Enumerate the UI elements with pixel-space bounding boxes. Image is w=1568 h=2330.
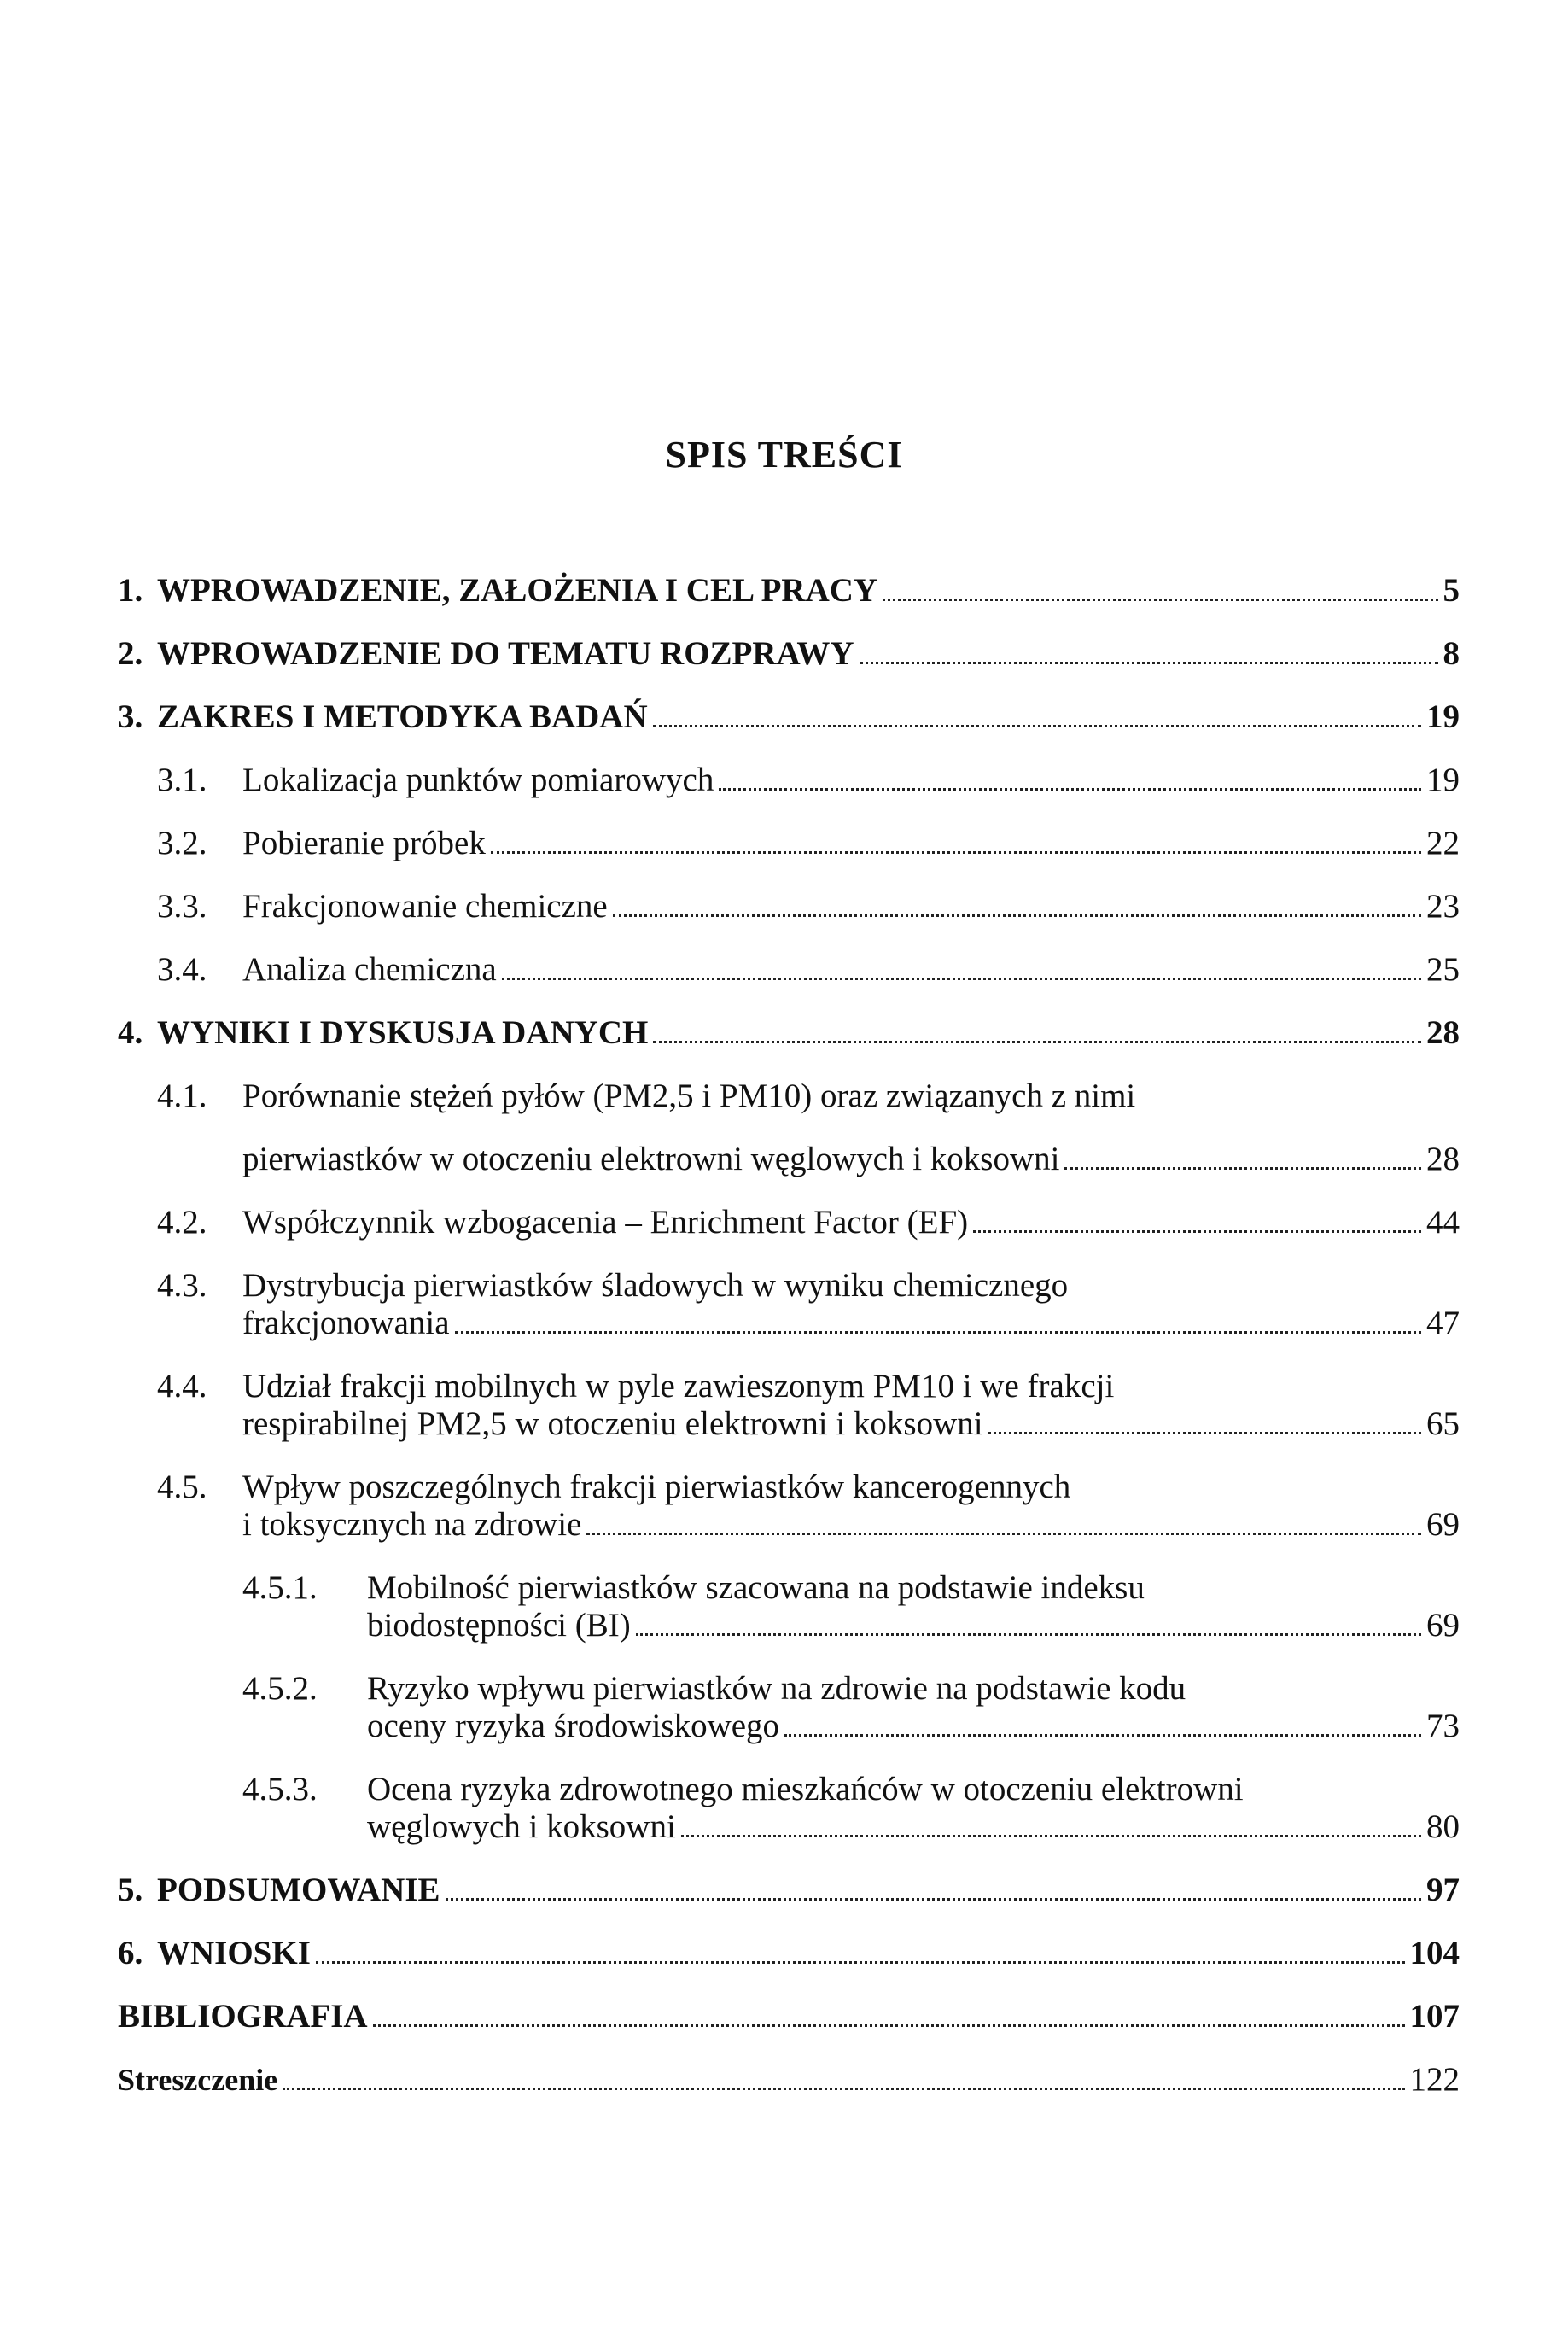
toc-entry-title: pierwiastków w otoczeniu elektrowni węglowych i koksowni bbox=[242, 1141, 1060, 1177]
toc-entry-1 bbox=[118, 572, 1460, 610]
dot-leader bbox=[636, 1623, 1421, 1636]
toc-entry-title: respirabilnej PM2,5 w otoczeniu elektrowni i koksowni bbox=[242, 1405, 983, 1442]
toc-entry-page: 5 bbox=[1443, 572, 1460, 609]
toc-entry-page: 19 bbox=[1426, 762, 1460, 798]
toc-entry-number: 4.4. bbox=[157, 1368, 207, 1404]
toc-entry-title: frakcjonowania bbox=[242, 1305, 450, 1341]
toc-entry-title: Współczynnik wzbogacenia – Enrichment Factor (EF) bbox=[242, 1204, 969, 1241]
dot-leader bbox=[988, 1422, 1421, 1434]
toc-entry-title: Frakcjonowanie chemiczne bbox=[242, 888, 608, 925]
dot-leader bbox=[1064, 1157, 1421, 1170]
dot-leader bbox=[973, 1220, 1421, 1233]
toc-entry-4-1 bbox=[118, 1077, 1460, 1178]
toc-entry-title: Pobieranie próbek bbox=[242, 825, 486, 861]
dot-leader bbox=[784, 1724, 1421, 1737]
toc-entry-title: Streszczenie bbox=[118, 2063, 278, 2097]
toc-entry-page: 47 bbox=[1426, 1305, 1460, 1341]
toc-entry-title: ZAKRES I METODYKA BADAŃ bbox=[157, 698, 648, 735]
toc-entry-title: węglowych i koksowni bbox=[367, 1808, 676, 1845]
toc-entry-title: BIBLIOGRAFIA bbox=[118, 1998, 368, 2035]
toc-entry-4 bbox=[118, 1014, 1460, 1052]
toc-entry-4-5 bbox=[118, 1469, 1460, 1544]
toc-entry-number: 3.4. bbox=[157, 951, 207, 988]
toc-entry-3-4 bbox=[118, 951, 1460, 989]
toc-entry-2 bbox=[118, 635, 1460, 673]
toc-entry-3-1 bbox=[118, 762, 1460, 799]
toc-entry-4-3 bbox=[118, 1267, 1460, 1342]
toc-entry-4-5-1 bbox=[118, 1569, 1460, 1644]
toc-entry-title: WYNIKI I DYSKUSJA DANYCH bbox=[157, 1014, 649, 1051]
toc-entry-title: WPROWADZENIE DO TEMATU ROZPRAWY bbox=[157, 635, 854, 672]
dot-leader bbox=[446, 1888, 1421, 1901]
toc-entry-title-first-line: Wpływ poszczególnych frakcji pierwiastków kancerogennych bbox=[242, 1469, 1071, 1505]
toc-entry-page: 44 bbox=[1426, 1204, 1460, 1241]
dot-leader bbox=[653, 1031, 1421, 1043]
toc-entry-page: 28 bbox=[1426, 1141, 1460, 1177]
dot-leader bbox=[502, 967, 1421, 980]
toc-entry-streszczenie bbox=[118, 2061, 1460, 2099]
toc-entry-number: 3.3. bbox=[157, 888, 207, 925]
toc-entry-title-first-line: Ryzyko wpływu pierwiastków na zdrowie na podstawie kodu bbox=[367, 1670, 1186, 1707]
toc-entry-5 bbox=[118, 1872, 1460, 1909]
toc-entry-6 bbox=[118, 1935, 1460, 1972]
dot-leader bbox=[613, 904, 1421, 917]
toc-entry-number: 6. bbox=[118, 1935, 143, 1971]
dot-leader bbox=[681, 1825, 1421, 1837]
toc-entry-4-2 bbox=[118, 1204, 1460, 1241]
toc-entry-page: 28 bbox=[1426, 1014, 1460, 1051]
dot-leader bbox=[883, 588, 1437, 601]
toc-entry-number: 3.1. bbox=[157, 762, 207, 798]
toc-entry-number: 4.2. bbox=[157, 1204, 207, 1241]
toc-entry-page: 122 bbox=[1409, 2061, 1460, 2098]
toc-entry-page: 97 bbox=[1426, 1872, 1460, 1908]
toc-entry-title: PODSUMOWANIE bbox=[157, 1872, 440, 1908]
toc-entry-number: 4. bbox=[118, 1014, 143, 1051]
dot-leader bbox=[316, 1951, 1405, 1964]
toc-entry-number: 4.3. bbox=[157, 1267, 207, 1304]
toc-entry-3 bbox=[118, 698, 1460, 736]
toc-entry-number: 1. bbox=[118, 572, 143, 609]
toc-entry-title: biodostępności (BI) bbox=[367, 1607, 631, 1644]
toc-entry-bibliografia bbox=[118, 1998, 1460, 2035]
toc-entry-title: i toksycznych na zdrowie bbox=[242, 1506, 582, 1543]
toc-entry-number: 3.2. bbox=[157, 825, 207, 861]
toc-entry-page: 107 bbox=[1409, 1998, 1460, 2035]
toc-entry-number: 2. bbox=[118, 635, 143, 672]
dot-leader bbox=[283, 2077, 1404, 2090]
toc-entry-title-first-line: Udział frakcji mobilnych w pyle zawieszonym PM10 i we frakcji bbox=[242, 1368, 1115, 1404]
toc-entry-page: 80 bbox=[1426, 1808, 1460, 1845]
dot-leader bbox=[653, 715, 1421, 727]
toc-entry-number: 3. bbox=[118, 698, 143, 735]
toc-entry-number: 4.5.3. bbox=[242, 1771, 318, 1807]
toc-entry-title-first-line: Ocena ryzyka zdrowotnego mieszkańców w otoczeniu elektrowni bbox=[367, 1771, 1244, 1807]
toc-entry-4-5-2 bbox=[118, 1670, 1460, 1745]
dot-leader bbox=[373, 2014, 1405, 2027]
toc-entry-page: 65 bbox=[1426, 1405, 1460, 1442]
toc-entry-number: 4.5.1. bbox=[242, 1569, 318, 1606]
toc-entry-title-first-line: Porównanie stężeń pyłów (PM2,5 i PM10) oraz związanych z nimi bbox=[242, 1077, 1136, 1114]
dot-leader bbox=[860, 651, 1438, 664]
toc-entry-3-3 bbox=[118, 888, 1460, 926]
toc-entry-page: 69 bbox=[1426, 1506, 1460, 1543]
toc-entry-page: 19 bbox=[1426, 698, 1460, 735]
page-title: SPIS TREŚCI bbox=[665, 434, 903, 476]
dot-leader bbox=[586, 1522, 1421, 1535]
table-of-contents bbox=[118, 572, 1460, 2099]
toc-entry-number: 4.1. bbox=[157, 1077, 207, 1114]
toc-entry-page: 8 bbox=[1443, 635, 1460, 672]
dot-leader bbox=[491, 841, 1421, 854]
toc-entry-title: WNIOSKI bbox=[157, 1935, 311, 1971]
dot-leader bbox=[719, 778, 1421, 791]
dot-leader bbox=[455, 1321, 1421, 1334]
toc-entry-page: 73 bbox=[1426, 1708, 1460, 1744]
toc-entry-title-first-line: Mobilność pierwiastków szacowana na podstawie indeksu bbox=[367, 1569, 1145, 1606]
toc-entry-title: Analiza chemiczna bbox=[242, 951, 497, 988]
toc-entry-3-2 bbox=[118, 825, 1460, 862]
toc-entry-page: 23 bbox=[1426, 888, 1460, 925]
toc-entry-title: oceny ryzyka środowiskowego bbox=[367, 1708, 780, 1744]
toc-entry-number: 5. bbox=[118, 1872, 143, 1908]
toc-entry-page: 25 bbox=[1426, 951, 1460, 988]
toc-entry-number: 4.5.2. bbox=[242, 1670, 318, 1707]
toc-entry-4-4 bbox=[118, 1368, 1460, 1443]
toc-entry-number: 4.5. bbox=[157, 1469, 207, 1505]
toc-entry-page: 104 bbox=[1409, 1935, 1460, 1971]
toc-entry-title: Lokalizacja punktów pomiarowych bbox=[242, 762, 714, 798]
toc-entry-page: 22 bbox=[1426, 825, 1460, 861]
toc-entry-4-5-3 bbox=[118, 1771, 1460, 1846]
toc-entry-title-first-line: Dystrybucja pierwiastków śladowych w wyniku chemicznego bbox=[242, 1267, 1069, 1304]
toc-entry-page: 69 bbox=[1426, 1607, 1460, 1644]
toc-entry-title: WPROWADZENIE, ZAŁOŻENIA I CEL PRACY bbox=[157, 572, 878, 609]
